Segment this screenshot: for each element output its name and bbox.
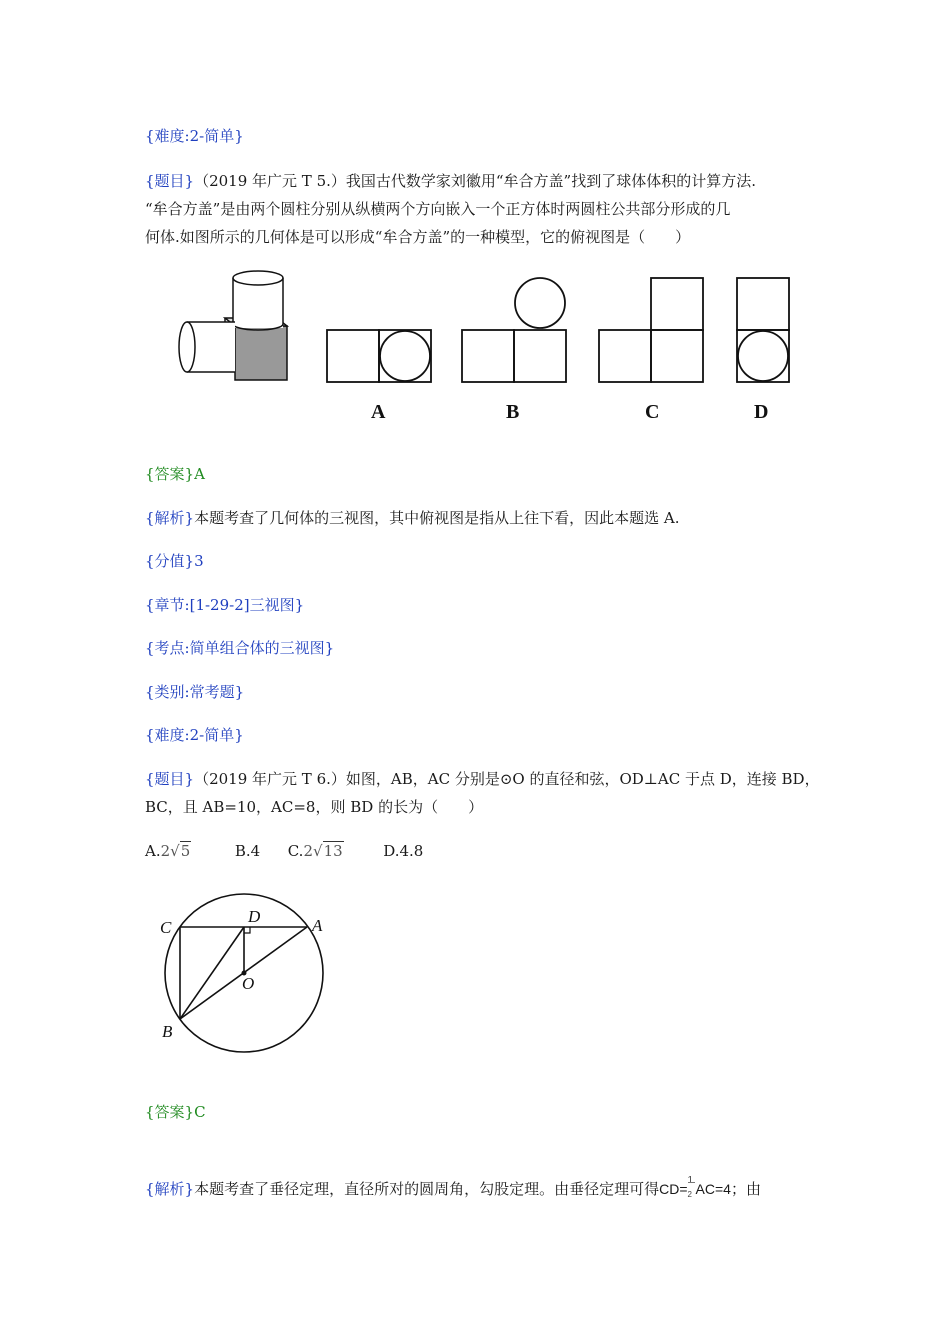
option-a-figure — [327, 330, 431, 382]
title-text: （2019 年广元 T 6.）如图，AB，AC 分别是⊙O 的直径和弦，OD⊥AC 于点 D，连接 BD， — [194, 770, 820, 788]
option-d: D.4.8 — [383, 842, 424, 860]
analysis-2 — [145, 1175, 761, 1200]
option-label-a: A — [371, 401, 386, 423]
fraction-numerator: 1 — [687, 1175, 694, 1186]
option-b: B.4 — [234, 842, 261, 860]
horizontal-cylinder-end — [179, 322, 195, 372]
option-c-prefix: C. — [287, 842, 304, 860]
option-d-figure — [737, 278, 789, 382]
label-d: D — [248, 907, 261, 926]
question-1-line-2: “牟合方盖”是由两个圆柱分别从纵横两个方向嵌入一个正方体时两圆柱公共部分形成的几 — [145, 200, 731, 218]
sqrt-symbol: √5 — [170, 842, 191, 860]
sqrt-symbol: √13 — [313, 842, 343, 860]
option-label-c: C — [645, 401, 660, 423]
fraction-bar — [688, 1182, 695, 1183]
circle-figure — [150, 885, 340, 1055]
difficulty-tag-2: {难度:2-简单} — [145, 726, 244, 744]
question-2-line-1 — [145, 768, 820, 790]
option-a-radicand: 5 — [180, 842, 191, 860]
option-b-figure — [462, 278, 566, 382]
title-tag: {题目} — [145, 172, 195, 190]
chapter-1: {章节:[1-29-2]三视图} — [145, 596, 305, 614]
label-b: B — [162, 1022, 173, 1041]
analysis-ac: AC=4 — [695, 1181, 731, 1197]
analysis-tag: {解析} — [145, 1180, 195, 1198]
answer-1: {答案}A — [145, 465, 205, 483]
option-c — [288, 842, 349, 860]
option-label-b: B — [506, 401, 520, 423]
score-1: {分值}3 — [145, 552, 204, 570]
option-a-prefix: A. — [145, 842, 161, 860]
question-2-options — [145, 840, 423, 862]
right-angle-mark — [244, 927, 250, 933]
title-tag: {题目} — [145, 770, 195, 788]
question-1-line-3: 何体.如图所示的几何体是可以形成“牟合方盖”的一种模型，它的俯视图是（ ） — [145, 228, 691, 246]
analysis-1 — [145, 507, 679, 529]
difficulty-tag-1: {难度:2-简单} — [145, 127, 244, 145]
option-c-radicand: 13 — [323, 842, 343, 860]
answer-2: {答案}C — [145, 1103, 206, 1121]
analysis-tag: {解析} — [145, 509, 195, 527]
label-o: O — [242, 974, 255, 993]
option-c-figure — [599, 278, 703, 382]
label-a: A — [312, 916, 323, 935]
title-text: （2019 年广元 T 5.）我国古代数学家刘徽用“牟合方盖”找到了球体体积的计算方法. — [194, 172, 756, 190]
label-c: C — [160, 918, 172, 937]
knowledge-point-1: {考点:简单组合体的三视图} — [145, 639, 335, 657]
question-2-line-2: BC，且 AB=10，AC=8，则 BD 的长为（ ） — [145, 798, 484, 816]
analysis-text: 本题考查了垂径定理，直径所对的圆周角，勾股定理。由垂径定理可得 — [194, 1180, 660, 1198]
analysis-tail: ；由 — [730, 1180, 761, 1198]
segment-bd — [180, 927, 244, 1019]
question-1-line-1 — [145, 170, 756, 192]
vertical-cylinder-top — [233, 271, 283, 285]
cube-front-face — [235, 326, 287, 380]
option-c-coef: 2 — [303, 842, 313, 860]
fraction-denominator: 2 — [687, 1190, 692, 1199]
option-label-d: D — [754, 401, 769, 423]
solid-model — [179, 271, 287, 380]
category-1: {类别:常考题} — [145, 683, 245, 701]
three-view-figure — [175, 268, 800, 423]
option-a — [145, 842, 196, 860]
option-a-coef: 2 — [160, 842, 171, 860]
analysis-text: 本题考查了几何体的三视图，其中俯视图是指从上往下看，因此本题选 A. — [194, 509, 680, 527]
analysis-cd: CD= — [659, 1181, 688, 1197]
